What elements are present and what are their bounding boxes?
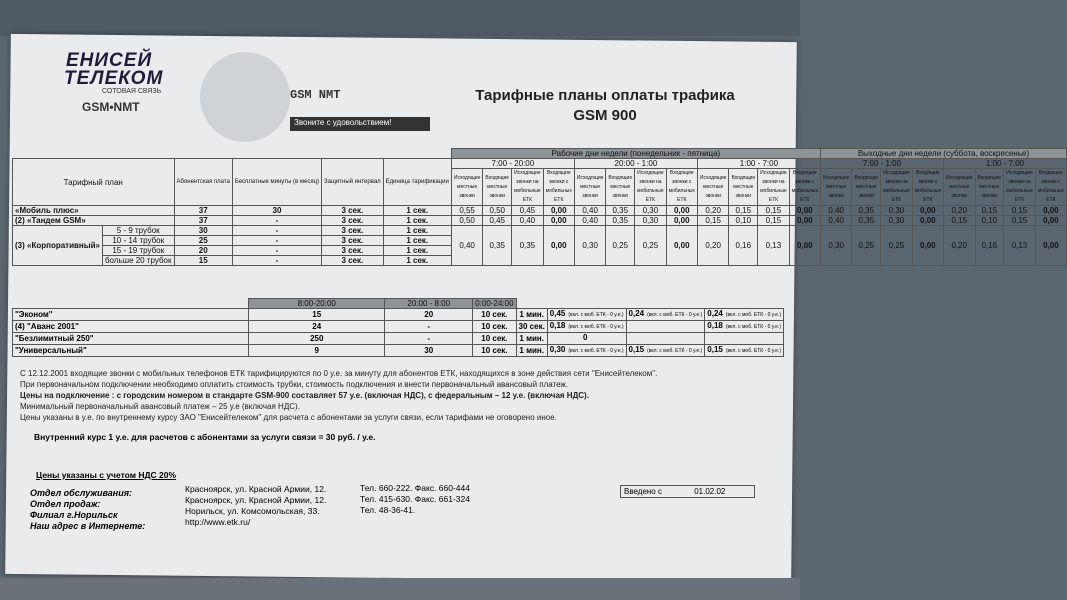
footer-phones [360, 483, 470, 516]
price-note: (вкл. с моб. ЕТК - 0 у.е.) [725, 324, 781, 330]
phone-service: Тел. 660-222. Факс. 660-444 [360, 483, 470, 493]
price-cell [705, 309, 784, 321]
col-header-c1: Исходящие местные звонки [574, 169, 606, 206]
background-wall [0, 0, 800, 36]
value-cell: 0,25 [881, 226, 913, 266]
table-row [13, 206, 1067, 216]
vat-note: Цены указаны с учетом НДС 20% [36, 470, 177, 480]
yenisei-telecom-logo [42, 50, 182, 114]
value-cell: 0,35 [606, 206, 635, 216]
price-value: 0,45 [549, 309, 566, 318]
value-cell: 0,13 [758, 226, 790, 266]
abon-header: Абонентская плата [174, 159, 232, 206]
value-cell: 0,15 [1004, 206, 1036, 216]
value-cell: 0,00 [543, 226, 574, 266]
col-header-c1: Исходящие местные звонки [697, 169, 729, 206]
value-cell: 0,35 [483, 226, 512, 266]
note-3: Цены на подключение : с городским номером в стандарте GSM-900 составляет 57 у.е. (включая НДС), с федеральным – 12 у.е. (включая НДС). [20, 391, 589, 400]
abon-cell: 24 [249, 321, 385, 333]
note-4: Минимальный первоначальный авансовый платеж – 25 у.е (включая НДС). [20, 402, 300, 411]
price-cell [547, 321, 626, 333]
value-cell: 0,00 [789, 226, 820, 266]
unit-cell: 1 сек. [383, 246, 451, 256]
unit-cell: 1 сек. [383, 236, 451, 246]
value-cell: 0,15 [943, 216, 975, 226]
label-web: Наш адрес в Интернете: [30, 521, 146, 531]
value-cell: 0,15 [758, 206, 790, 216]
value-cell: 0,35 [606, 216, 635, 226]
t3-header: 1:00 - 7:00 [697, 159, 820, 169]
price-value: 0,15 [628, 345, 645, 354]
unit-cell: 1 сек. [383, 256, 451, 266]
date-label: Введено с [624, 487, 662, 496]
abon-cell: 9 [249, 345, 385, 357]
col-header-c3: Исходящие звонки на мобильные ЕТК [512, 169, 544, 206]
free-cell: 30 [385, 345, 473, 357]
t1-header: 7:00 - 20:00 [451, 159, 574, 169]
price-cell [705, 321, 784, 333]
plan-name: (3) «Корпоративный» [13, 226, 103, 266]
unit-cell: 1 сек. [383, 216, 451, 226]
value-cell: 0,20 [943, 226, 975, 266]
abon-cell: 15 [249, 309, 385, 321]
simple-tariff-table [12, 298, 784, 357]
t4-header: 7:00 - 1:00 [820, 159, 943, 169]
value-cell: 0,40 [820, 216, 852, 226]
abon-cell: 20 [174, 246, 232, 256]
col-header-c4: Входящие звонки с мобильных ЕТК [666, 169, 697, 206]
phone-sales: Тел. 415-630. Факс. 661-324 [360, 494, 470, 504]
abon-cell: 30 [174, 226, 232, 236]
free-cell: - [232, 226, 321, 236]
col-header-c3: Исходящие звонки на мобильные ЕТК [758, 169, 790, 206]
free-cell: - [232, 256, 321, 266]
table-row [13, 309, 784, 321]
interval-cell: 10 сек. [473, 333, 516, 345]
value-cell: 0,00 [1035, 226, 1066, 266]
col-header-c2: Входящие местные звонки [729, 169, 758, 206]
value-cell: 0,00 [1035, 206, 1066, 216]
free-cell: - [385, 321, 473, 333]
col-header-c2: Входящие местные звонки [975, 169, 1004, 206]
value-cell: 0,10 [975, 216, 1004, 226]
price-note: (вкл. с моб. ЕТК - 0 у.е.) [568, 312, 624, 318]
addr-web[interactable]: http://www.etk.ru/ [185, 517, 251, 527]
label-sales: Отдел продаж: [30, 499, 101, 509]
value-cell: 0,30 [820, 226, 852, 266]
value-cell: 0,30 [635, 216, 667, 226]
col-header-c3: Исходящие звонки на мобильные ЕТК [1004, 169, 1036, 206]
tariff-table [12, 148, 1067, 266]
col-header-c2: Входящие местные звонки [606, 169, 635, 206]
col-header-c4: Входящие звонки с мобильных ЕТК [912, 169, 943, 206]
abon-cell: 37 [174, 206, 232, 216]
sec2-h3: 0:00-24:00 [473, 299, 516, 309]
corp-subplan: 15 - 19 трубок [102, 246, 174, 256]
gsm-nmt-logo: GSM NMT [290, 88, 341, 102]
value-cell: 0,55 [451, 206, 483, 216]
exchange-rate: Внутренний курс 1 у.е. для расчетов с абонентами за услуги связи = 30 руб. / у.е. [34, 432, 376, 442]
value-cell: 0,00 [789, 216, 820, 226]
value-cell: 0,25 [852, 226, 881, 266]
col-header-c3: Исходящие звонки на мобильные ЕТК [881, 169, 913, 206]
value-cell: 0,35 [852, 216, 881, 226]
label-service: Отдел обслуживания: [30, 488, 133, 498]
slogan: Звоните с удовольствием! [290, 117, 430, 131]
interval-cell: 10 сек. [473, 321, 516, 333]
value-cell: 0,10 [729, 216, 758, 226]
addr-sales: Красноярск, ул. Красной Армии, 12. [185, 495, 327, 505]
value-cell: 0,15 [729, 206, 758, 216]
t5-header: 1:00 - 7:00 [943, 159, 1066, 169]
label-branch: Филиал г.Норильск [30, 510, 118, 520]
addr-service: Красноярск, ул. Красной Армии, 12. [185, 484, 327, 494]
value-cell: 0,20 [943, 206, 975, 216]
interval-cell: 3 сек. [322, 246, 384, 256]
price-cell [626, 345, 705, 357]
value-cell: 0,50 [451, 216, 483, 226]
abon-cell: 37 [174, 216, 232, 226]
value-cell: 0,15 [975, 206, 1004, 216]
col-header-c1: Исходящие местные звонки [451, 169, 483, 206]
table-row [13, 345, 784, 357]
value-cell: 0,40 [512, 216, 544, 226]
value-cell: 0,16 [975, 226, 1004, 266]
corp-subplan: больше 20 трубок [102, 256, 174, 266]
value-cell: 0,00 [666, 226, 697, 266]
value-cell: 0,25 [635, 226, 667, 266]
price-cell [626, 309, 705, 321]
sec2-h1: 8:00-20:00 [249, 299, 385, 309]
logo-gsm: GSM•NMT [82, 100, 140, 114]
corp-subplan: 5 - 9 трубок [102, 226, 174, 236]
col-header-c1: Исходящие местные звонки [943, 169, 975, 206]
value-cell: 0,40 [574, 216, 606, 226]
price-note: (вкл. с моб. ЕТК - 0 у.е.) [725, 312, 781, 318]
tariff-rows [13, 206, 1067, 266]
cat-mascot-icon [200, 52, 290, 142]
table-row [13, 216, 1067, 226]
abon-cell: 25 [174, 236, 232, 246]
value-cell: 0,00 [789, 206, 820, 216]
date-value: 01.02.02 [694, 487, 726, 496]
value-cell: 0,00 [1035, 216, 1066, 226]
plan-header: Тарифный план [13, 159, 175, 206]
unit-cell: 1 сек. [383, 206, 451, 216]
free-cell: 30 [232, 206, 321, 216]
free-header: Бесплатные минуты (в месяц) [232, 159, 321, 206]
abon-cell: 250 [249, 333, 385, 345]
value-cell: 0,00 [912, 226, 943, 266]
value-cell: 0,45 [483, 216, 512, 226]
table-row [13, 226, 1067, 236]
value-cell: 0,40 [451, 226, 483, 266]
value-cell: 0,15 [697, 216, 729, 226]
plan-name: «Мобиль плюс» [13, 206, 175, 216]
value-cell: 0,15 [758, 216, 790, 226]
title-line2: GSM 900 [573, 107, 637, 124]
col-header-c2: Входящие местные звонки [483, 169, 512, 206]
value-cell: 0,13 [1004, 226, 1036, 266]
price-note: (вкл. с моб. ЕТК - 0 у.е.) [647, 348, 703, 354]
free-cell: - [232, 236, 321, 246]
col-header-c4: Входящие звонки с мобильных ЕТК [789, 169, 820, 206]
sec2-h2: 20:00 - 8:00 [385, 299, 473, 309]
addr-branch: Норильск, ул. Комсомольская, 33. [185, 506, 320, 516]
value-cell: 0,20 [697, 226, 729, 266]
interval-cell: 3 сек. [322, 226, 384, 236]
value-cell: 0,00 [912, 206, 943, 216]
value-cell: 0,35 [512, 226, 544, 266]
col-header-c3: Исходящие звонки на мобильные ЕТК [635, 169, 667, 206]
price-cell [705, 345, 784, 357]
value-cell: 0,15 [1004, 216, 1036, 226]
footer-labels [30, 488, 145, 532]
free-cell: - [385, 333, 473, 345]
value-cell: 0,30 [881, 216, 913, 226]
plan-name: (4) "Аванс 2001" [13, 321, 249, 333]
value-cell: 0,20 [697, 206, 729, 216]
interval-cell: 10 сек. [473, 345, 516, 357]
price-value: 0,18 [549, 321, 566, 330]
price-value: 0,30 [549, 345, 566, 354]
price-value: 0,15 [707, 345, 723, 354]
title-line1: Тарифные планы оплаты трафика [475, 87, 735, 104]
price-value: 0,24 [628, 309, 645, 318]
interval-cell: 10 сек. [473, 309, 516, 321]
price-note: (вкл. с моб. ЕТК - 0 у.е.) [647, 312, 703, 318]
weekend-header: Выходные дни недели (суббота, воскресенье) [820, 149, 1066, 159]
value-cell: 0,30 [881, 206, 913, 216]
free-cell: 20 [385, 309, 473, 321]
effective-date [620, 485, 755, 498]
notes [20, 368, 760, 423]
plan-name: (2) «Тандем GSM» [13, 216, 175, 226]
plan-name: "Эконом" [13, 309, 249, 321]
logo-text-2: ТЕЛЕКОМ [64, 68, 164, 89]
value-cell: 0,00 [666, 216, 697, 226]
price-cell [547, 333, 626, 345]
col-header-c4: Входящие звонки с мобильных ЕТК [543, 169, 574, 206]
note-1: С 12.12.2001 входящие звонки с мобильных телефонов ЕТК тарифицируются по 0 у.е. за минуту для абонентов ЕТК, находящихся в зоне действия сети "Енисейтелеком". [20, 369, 658, 378]
price-note: (вкл. с моб. ЕТК - 0 у.е.) [568, 348, 624, 354]
value-cell: 0,40 [574, 206, 606, 216]
price-cell [547, 309, 626, 321]
interval-cell: 3 сек. [322, 216, 384, 226]
price-note: (вкл. с моб. ЕТК - 0 у.е.) [568, 324, 624, 330]
abon-cell: 15 [174, 256, 232, 266]
price-cell [626, 333, 705, 345]
interval-cell: 3 сек. [322, 256, 384, 266]
corp-subplan: 10 - 14 трубок [102, 236, 174, 246]
value-cell: 0,25 [606, 226, 635, 266]
value-cell: 0,30 [574, 226, 606, 266]
col-header-c1: Исходящие местные звонки [820, 169, 852, 206]
page-title [455, 86, 755, 126]
value-cell: 0,40 [820, 206, 852, 216]
price-value: 0 [582, 333, 588, 342]
value-cell: 0,00 [912, 216, 943, 226]
simple-tariff-rows [13, 309, 784, 357]
price-value: 0,18 [707, 321, 723, 330]
price-cell [705, 333, 784, 345]
value-cell: 0,00 [666, 206, 697, 216]
table-edge [0, 578, 800, 600]
col-header-c2: Входящие местные звонки [852, 169, 881, 206]
value-cell: 0,50 [483, 206, 512, 216]
interval-cell: 3 сек. [322, 236, 384, 246]
interval-cell: 3 сек. [322, 206, 384, 216]
price-value: 0,24 [707, 309, 723, 318]
value-cell: 0,45 [512, 206, 544, 216]
free-cell: - [232, 216, 321, 226]
unit-cell: 1 сек. [383, 226, 451, 236]
unit-header: Единица тарификации [383, 159, 451, 206]
value-cell: 0,16 [729, 226, 758, 266]
plan-name: "Безлимитный 250" [13, 333, 249, 345]
free-cell: - [232, 246, 321, 256]
note-2: При первоначальном подключении необходимо оплатить стоимость трубки, стоимость подключения и внести первоначальный авансовый платеж. [20, 380, 569, 389]
value-cell: 0,00 [543, 216, 574, 226]
value-cell: 0,00 [543, 206, 574, 216]
phone-branch: Тел. 48-36-41. [360, 505, 416, 515]
logo-text-1: ЕНИСЕЙ [66, 50, 153, 71]
unit-cell: 1 мин. [516, 309, 547, 321]
unit-cell: 30 сек. [516, 321, 547, 333]
t2-header: 20:00 - 1:00 [574, 159, 697, 169]
note-5: Цены указаны в у.е. по внутреннему курсу ЗАО "Енисейтелеком" для расчета с абонентами за услуги связи, если тарифами не оговорено иное. [20, 413, 557, 422]
footer-addresses [185, 484, 326, 528]
price-note: (вкл. с моб. ЕТК - 0 у.е.) [725, 348, 781, 354]
price-cell [547, 345, 626, 357]
price-cell [626, 321, 705, 333]
weekdays-header: Рабочие дни недели (понедельник - пятница) [451, 149, 820, 159]
logo-sub: СОТОВАЯ СВЯЗЬ [102, 88, 162, 95]
col-header-c4: Входящие звонки с мобильных ЕТК [1035, 169, 1066, 206]
table-row [13, 333, 784, 345]
unit-cell: 1 мин. [516, 333, 547, 345]
value-cell: 0,35 [852, 206, 881, 216]
unit-cell: 1 мин. [516, 345, 547, 357]
value-cell: 0,30 [635, 206, 667, 216]
plan-name: "Универсальный" [13, 345, 249, 357]
table-row [13, 321, 784, 333]
interval-header: Защитный интервал [322, 159, 384, 206]
